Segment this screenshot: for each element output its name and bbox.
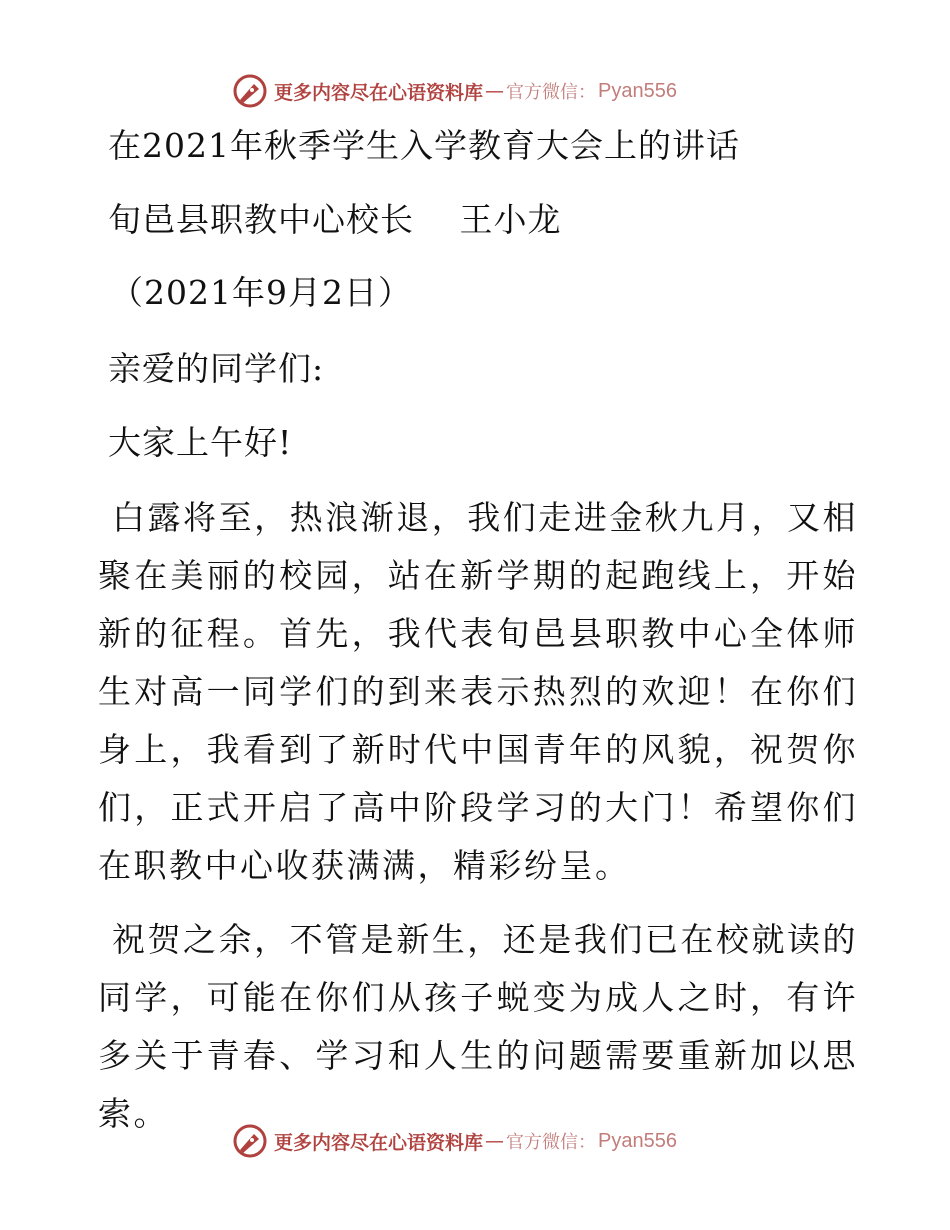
banner-wechat-label: 官方微信：	[506, 1132, 597, 1153]
banner-wechat-id: Pyan556	[598, 79, 677, 102]
banner-text: 更多内容尽在心语资料库	[274, 81, 484, 104]
pen-nib-logo-icon	[232, 73, 268, 109]
salutation: 亲爱的同学们:	[108, 349, 325, 388]
document-title: 在2021年秋季学生入学教育大会上的讲话	[108, 126, 740, 165]
banner-wechat-label: 官方微信：	[506, 82, 597, 103]
banner-wechat-id: Pyan556	[598, 1129, 677, 1152]
banner-separator: —	[485, 80, 505, 102]
date-line: （2021年9月2日）	[110, 273, 412, 312]
top-banner[interactable]	[232, 71, 677, 111]
bottom-banner[interactable]	[232, 1121, 677, 1161]
body-paragraph: 祝贺之余，不管是新生，还是我们已在校就读的同学，可能在你们从孩子蜕变为成人之时，有许多关于青春、学习和人生的问题需要重新加以思索。	[98, 920, 858, 1133]
pen-nib-logo-icon	[232, 1123, 268, 1159]
speaker-line: 旬邑县职教中心校长 王小龙	[108, 200, 562, 239]
banner-text: 更多内容尽在心语资料库	[274, 1131, 484, 1154]
body-paragraph: 白露将至，热浪渐退，我们走进金秋九月，又相聚在美丽的校园，站在新学期的起跑线上，开始新的征程。首先，我代表旬邑县职教中心全体师生对高一同学们的到来表示热烈的欢迎！在你们身上，我看到了新时代中国青年的风貌，祝贺你们，正式开启了高中阶段学习的大门！希望你们在职教中心收获满满，精彩纷呈。	[98, 498, 858, 885]
banner-separator: —	[485, 1130, 505, 1152]
greeting: 大家上午好!	[108, 423, 293, 462]
